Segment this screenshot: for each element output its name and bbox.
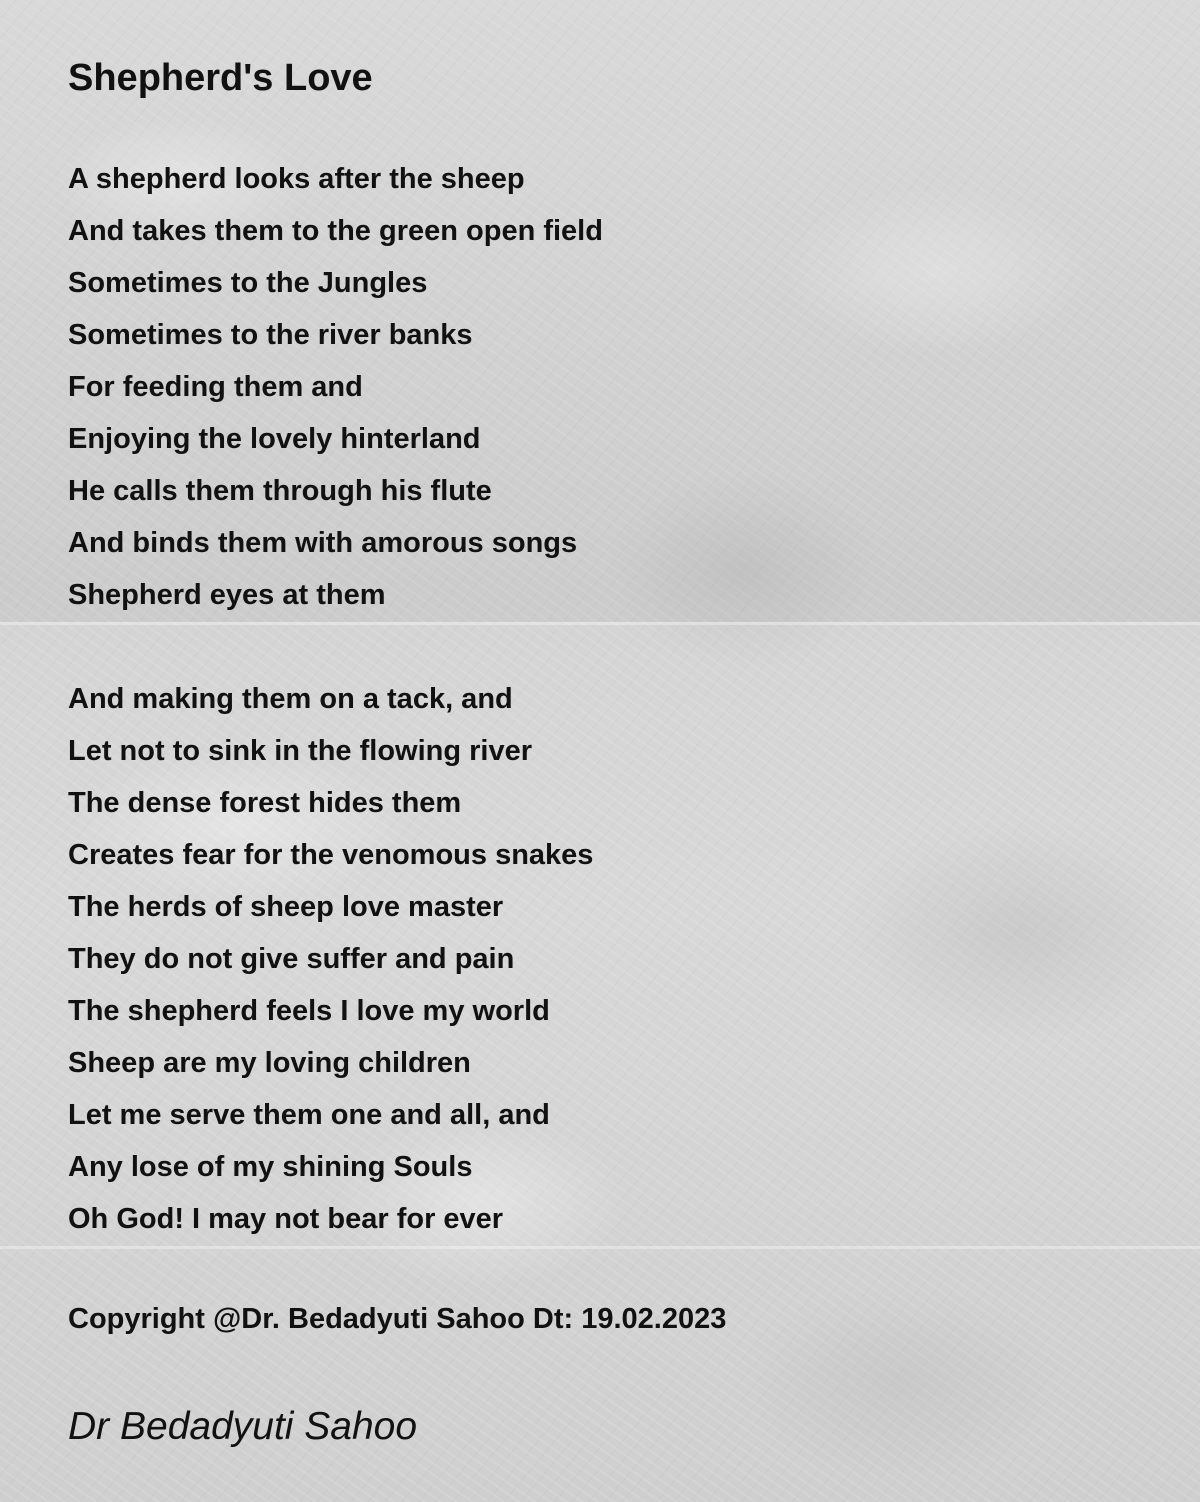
stanza-1 — [68, 153, 603, 621]
poem-line: And making them on a tack, and — [68, 683, 513, 715]
poem-line: Enjoying the lovely hinterland — [68, 423, 481, 455]
poem-line: For feeding them and — [68, 371, 363, 403]
poem-line: The dense forest hides them — [68, 787, 462, 819]
poem-line: Let not to sink in the flowing river — [68, 735, 533, 767]
poem-line: And binds them with amorous songs — [68, 527, 578, 559]
background-seam-2 — [0, 1246, 1200, 1249]
poem-line: The shepherd feels I love my world — [68, 995, 550, 1027]
poem-line: A shepherd looks after the sheep — [68, 163, 525, 195]
poem-line: The herds of sheep love master — [68, 891, 504, 923]
background-seam-1 — [0, 622, 1200, 625]
poem-line: Sheep are my loving children — [68, 1047, 471, 1079]
poem-title: Shepherd's Love — [68, 57, 373, 99]
author-name: Dr Bedadyuti Sahoo — [68, 1405, 418, 1448]
poem-line: And takes them to the green open field — [68, 215, 603, 247]
copyright-notice: Copyright @Dr. Bedadyuti Sahoo Dt: 19.02.2023 — [68, 1303, 727, 1335]
poem-line: Shepherd eyes at them — [68, 579, 386, 611]
stanza-2 — [68, 673, 593, 1245]
poem-line: He calls them through his flute — [68, 475, 492, 507]
poem-line: They do not give suffer and pain — [68, 943, 515, 975]
poem-line: Sometimes to the river banks — [68, 319, 473, 351]
poem-line: Sometimes to the Jungles — [68, 267, 428, 299]
poem-line: Creates fear for the venomous snakes — [68, 839, 594, 871]
poem-line: Oh God! I may not bear for ever — [68, 1203, 504, 1235]
poem-line: Any lose of my shining Souls — [68, 1151, 473, 1183]
poem-line: Let me serve them one and all, and — [68, 1099, 550, 1131]
